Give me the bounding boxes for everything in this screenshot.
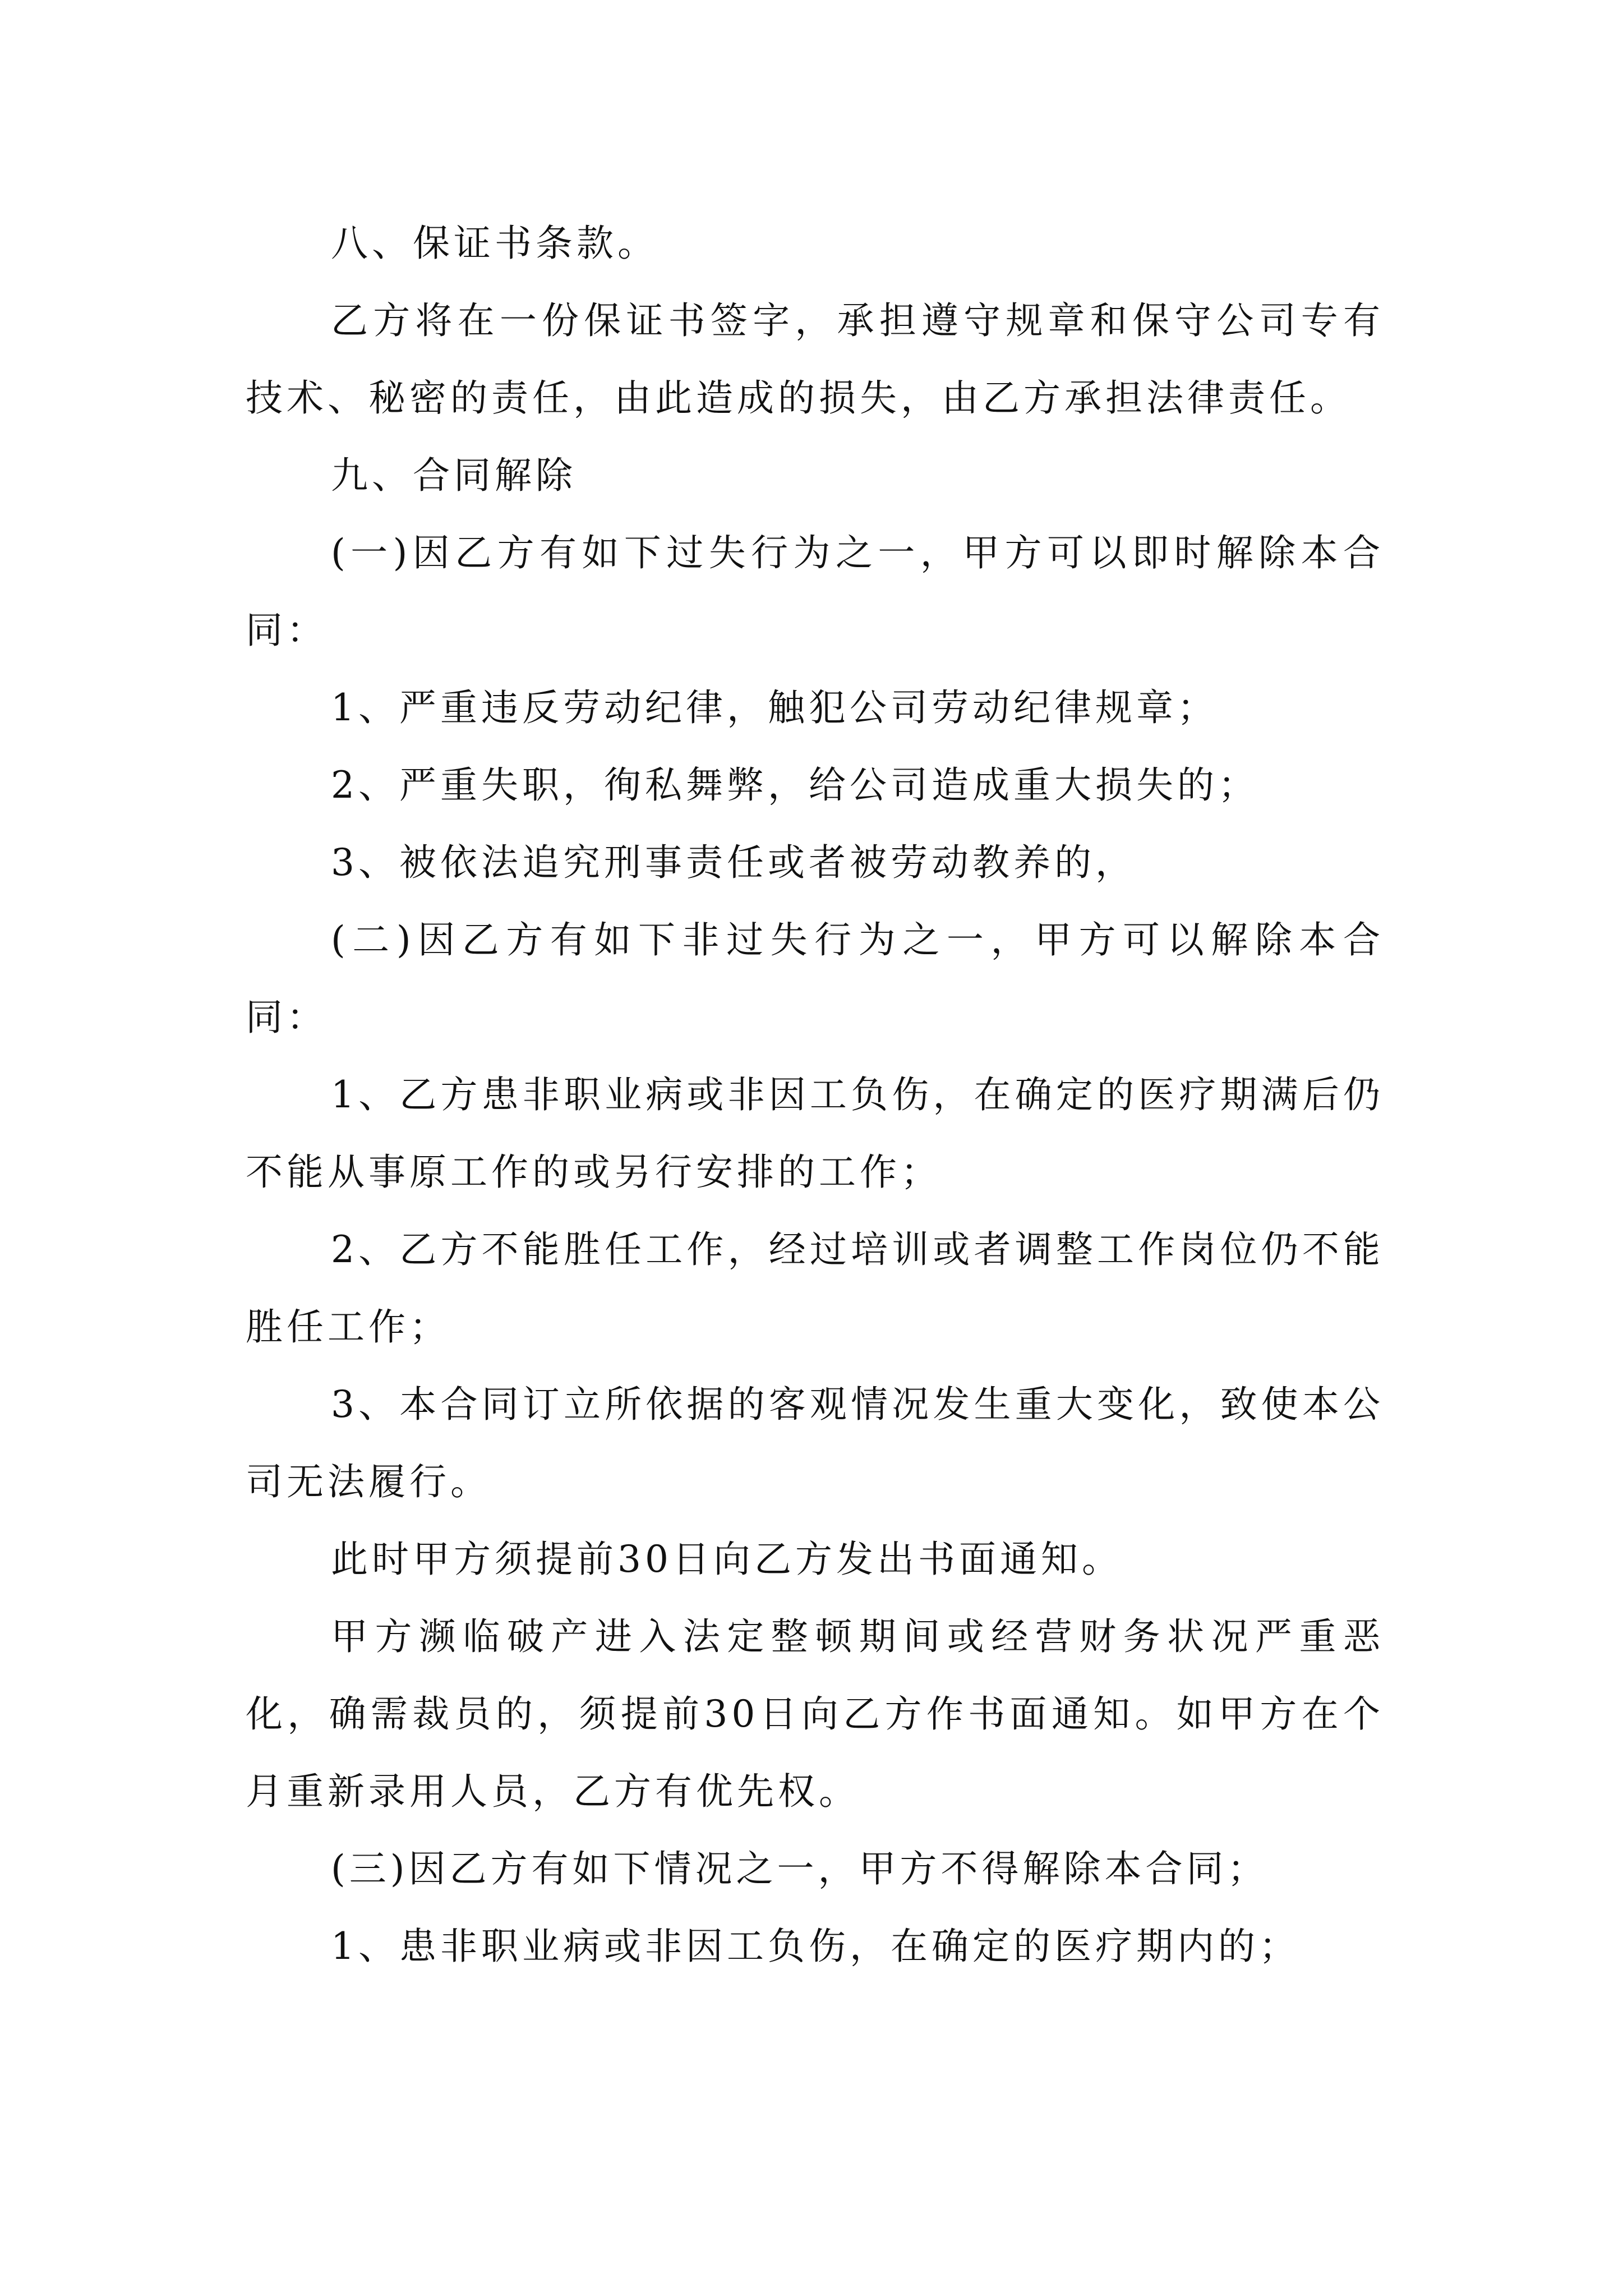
clause-1-heading: (一)因乙方有如下过失行为之一，甲方可以即时解除本合同： bbox=[246, 531, 1384, 652]
notice-text: 此时甲方须提前30日向乙方发出书面通知。 bbox=[331, 1538, 1123, 1581]
clause-1-item-2: 2、严重失职，徇私舞弊，给公司造成重大损失的； bbox=[331, 763, 1259, 807]
clause-2-item-2: 2、乙方不能胜任工作，经过培训或者调整工作岗位仍不能胜任工作； bbox=[246, 1228, 1384, 1349]
clause-2-item-1: 1、乙方患非职业病或非因工负伤，在确定的医疗期满后仍不能从事原工作的或另行安排的工作； bbox=[246, 1073, 1384, 1194]
clause-3-heading: (三)因乙方有如下情况之一，甲方不得解除本合同； bbox=[331, 1847, 1269, 1890]
section-8-text: 乙方将在一份保证书签字，承担遵守规章和保守公司专有技术、秘密的责任，由此造成的损失，由乙方承担法律责任。 bbox=[246, 299, 1384, 420]
clause-2-heading: (二)因乙方有如下非过失行为之一，甲方可以解除本合同： bbox=[246, 918, 1384, 1039]
layoff-text: 甲方濒临破产进入法定整顿期间或经营财务状况严重恶化，确需裁员的，须提前30日向乙方作书面通知。如甲方在个月重新录用人员，乙方有优先权。 bbox=[246, 1615, 1384, 1813]
clause-1-item-1: 1、严重违反劳动纪律，触犯公司劳动纪律规章； bbox=[331, 686, 1218, 729]
clause-3-item-1: 1、患非职业病或非因工负伤，在确定的医疗期内的； bbox=[331, 1925, 1300, 1968]
section-9-heading: 九、合同解除 bbox=[331, 454, 577, 497]
document-body bbox=[246, 205, 1384, 1985]
clause-1-item-3: 3、被依法追究刑事责任或者被劳动教养的， bbox=[331, 841, 1136, 884]
section-8-heading: 八、保证书条款。 bbox=[331, 222, 658, 265]
clause-2-item-3: 3、本合同订立所依据的客观情况发生重大变化，致使本公司无法履行。 bbox=[246, 1383, 1384, 1503]
